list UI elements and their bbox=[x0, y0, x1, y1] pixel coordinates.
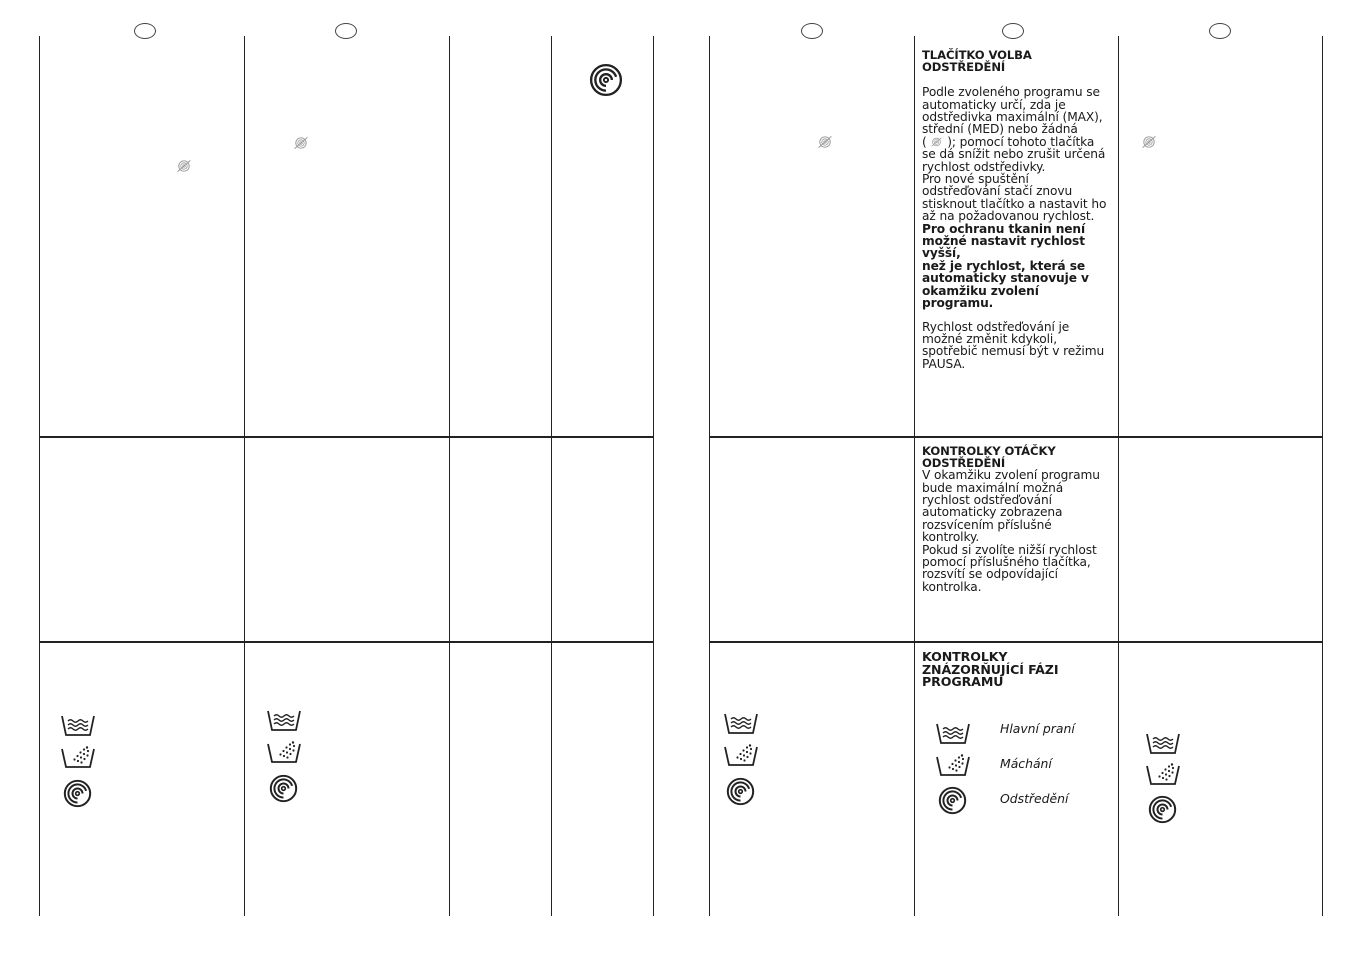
language-marker-oval bbox=[335, 23, 357, 39]
rinse-tub-icon bbox=[723, 743, 759, 767]
section-heading: TLAČÍTKO VOLBA ODSTŘEDĚNÍ bbox=[922, 48, 1032, 74]
spin-button-section: TLAČÍTKO VOLBA ODSTŘEDĚNÍ Podle zvoleného programu se automaticky určí, zda je odstředivka maximální (MAX), střední (MED) nebo žádná ( ); pomocí tohoto tlačítka se dá snížit nebo zrušit určená rychlost odstředivky. Pro nové spuštění odstřeďování stačí znovu stisknout tlačítko a nastavit ho až na požadovanou rychlost. Pro ochranu tkanin není možné nastavit rychlost vyšší, než je rychlost, která se automaticky stanovuje v okamžiku zvolení programu. Rychlost odstřeďování je možné změnit kdykoli, spotřebič nemusí být v režimu PAUSA. bbox=[922, 50, 1114, 370]
wash-tub-icon bbox=[1145, 731, 1181, 755]
rinse-tub-icon bbox=[1145, 762, 1181, 786]
legend-label-rinse: Máchání bbox=[1000, 756, 1052, 771]
wash-tub-icon bbox=[266, 708, 302, 732]
no-spin-icon bbox=[1141, 134, 1157, 150]
spin-spiral-icon bbox=[938, 786, 967, 815]
rinse-tub-icon bbox=[935, 753, 971, 777]
language-marker-oval bbox=[134, 23, 156, 39]
no-spin-icon bbox=[293, 135, 309, 151]
wash-tub-icon bbox=[723, 711, 759, 735]
language-marker-oval bbox=[1209, 23, 1231, 39]
spin-spiral-icon bbox=[63, 779, 92, 808]
symbol-line: ( ); pomocí tohoto tlačítka bbox=[922, 134, 1095, 149]
section-heading: KONTROLKY OTÁČKY bbox=[922, 444, 1056, 458]
spin-spiral-icon bbox=[589, 63, 623, 97]
speed-lights-section: KONTROLKY OTÁČKY ODSTŘEDĚNÍ V okamžiku zvolení programu bude maximální možná rychlost odstřeďování automaticky zobrazena rozsvícením příslušné kontrolky. Pokud si zvolíte nižší rychlost pomocí příslušného tlačítka, rozsvítí se odpovídající kontrolka. bbox=[922, 446, 1114, 593]
language-marker-oval bbox=[1002, 23, 1024, 39]
spin-spiral-icon bbox=[726, 777, 755, 806]
section-heading: ODSTŘEDĚNÍ bbox=[922, 455, 1006, 470]
wash-tub-icon bbox=[935, 721, 971, 745]
no-spin-icon bbox=[930, 136, 943, 148]
legend-label-spin: Odstředění bbox=[1000, 791, 1069, 806]
no-spin-icon bbox=[817, 134, 833, 150]
spin-spiral-icon bbox=[269, 774, 298, 803]
section-heading: PROGRAMU bbox=[922, 674, 1004, 690]
section-heading: ZNÁZORŇUJÍCÍ FÁZI bbox=[922, 661, 1059, 677]
no-spin-icon bbox=[176, 158, 192, 174]
wash-tub-icon bbox=[60, 713, 96, 737]
legend-label-main-wash: Hlavní praní bbox=[1000, 721, 1075, 736]
phase-lights-section bbox=[922, 651, 1114, 689]
rinse-tub-icon bbox=[266, 740, 302, 764]
section-heading: KONTROLKY bbox=[922, 649, 1008, 664]
spin-spiral-icon bbox=[1148, 795, 1177, 824]
language-marker-oval bbox=[801, 23, 823, 39]
rinse-tub-icon bbox=[60, 745, 96, 769]
